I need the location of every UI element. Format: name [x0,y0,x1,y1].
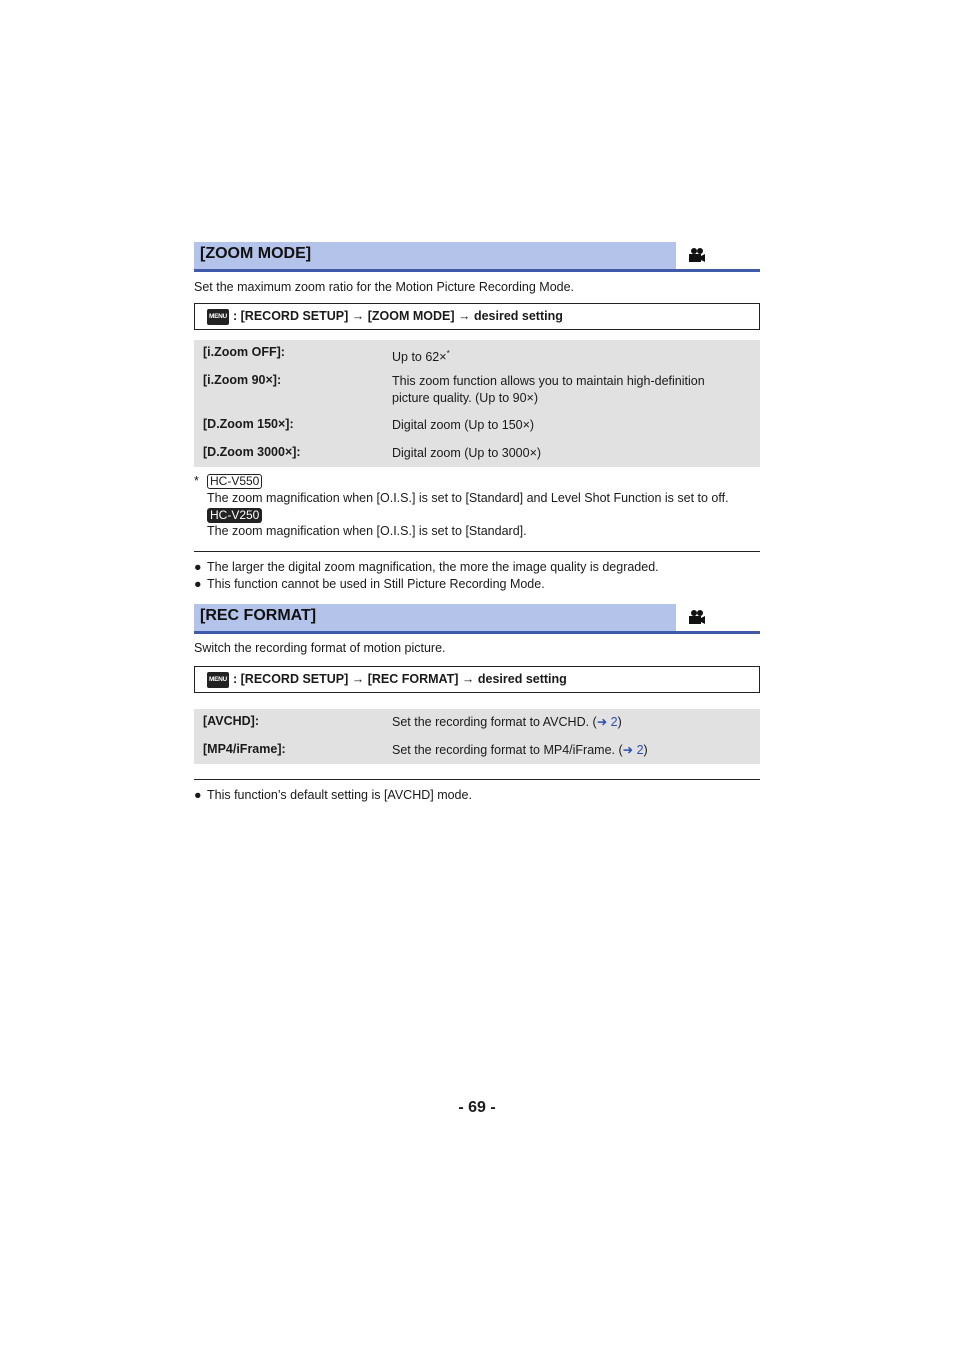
footnote-mark: * [194,474,199,488]
option-key: [D.Zoom 150×]: [203,417,294,431]
option-key: [i.Zoom 90×]: [203,373,282,387]
option-key: [i.Zoom OFF]: [203,345,285,359]
page-link[interactable]: ➜ 2 [596,715,618,729]
page-number: - 69 - [458,1099,496,1116]
rec-format-description: Switch the recording format of motion picture. [194,641,446,655]
zoom-mode-description: Set the maximum zoom ratio for the Motion Picture Recording Mode. [194,280,575,294]
option-value: Set the recording format to MP4/iFrame. (➜ 2) [392,743,648,757]
option-key: [MP4/iFrame]: [203,742,286,756]
menu-icon: MENU [207,309,229,325]
rec-format-title: [REC FORMAT] [200,607,317,624]
option-value: Set the recording format to AVCHD. (➜ 2) [392,715,622,729]
footnote-model-badge [207,474,262,489]
model-badge-hc-v550: HC-V550 [207,474,262,489]
divider [194,551,760,552]
divider [194,779,760,780]
list-item: ● This function’s default setting is [AVCHD] mode. [194,788,472,802]
list-item: ● The larger the digital zoom magnification, the more the image quality is degraded. [194,560,659,574]
model-badge-hc-v250: HC-V250 [207,508,262,523]
menu-path-text: : [RECORD SETUP] → [REC FORMAT] → desired setting [233,672,567,686]
option-value: This zoom function allows you to maintain high-definition picture quality. (Up to 90×) [392,374,705,405]
zoom-mode-title: [ZOOM MODE] [200,245,312,262]
list-item: ● This function cannot be used in Still Picture Recording Mode. [194,577,545,591]
footnote-text: The zoom magnification when [O.I.S.] is set to [Standard]. [207,524,527,538]
rec-format-options-table [194,709,760,764]
rec-format-header [194,604,760,634]
footnote-model-badge [207,508,262,523]
motion-picture-camera-icon [688,247,706,263]
footnote-text: The zoom magnification when [O.I.S.] is set to [Standard] and Level Shot Function is set to off. [207,491,729,505]
motion-picture-camera-icon [688,609,706,625]
menu-path-text: : [RECORD SETUP] → [ZOOM MODE] → desired setting [233,309,563,323]
option-value: Digital zoom (Up to 3000×) [392,446,542,460]
option-key: [D.Zoom 3000×]: [203,445,301,459]
option-value: Digital zoom (Up to 150×) [392,418,535,432]
option-value: Up to 62×* [392,349,450,365]
option-key: [AVCHD]: [203,714,260,728]
zoom-mode-menu-path [194,303,760,330]
menu-icon: MENU [207,672,229,688]
zoom-mode-header [194,242,760,272]
zoom-options-table [194,340,760,467]
rec-format-menu-path [194,666,760,693]
page-link[interactable]: ➜ 2 [622,743,644,757]
